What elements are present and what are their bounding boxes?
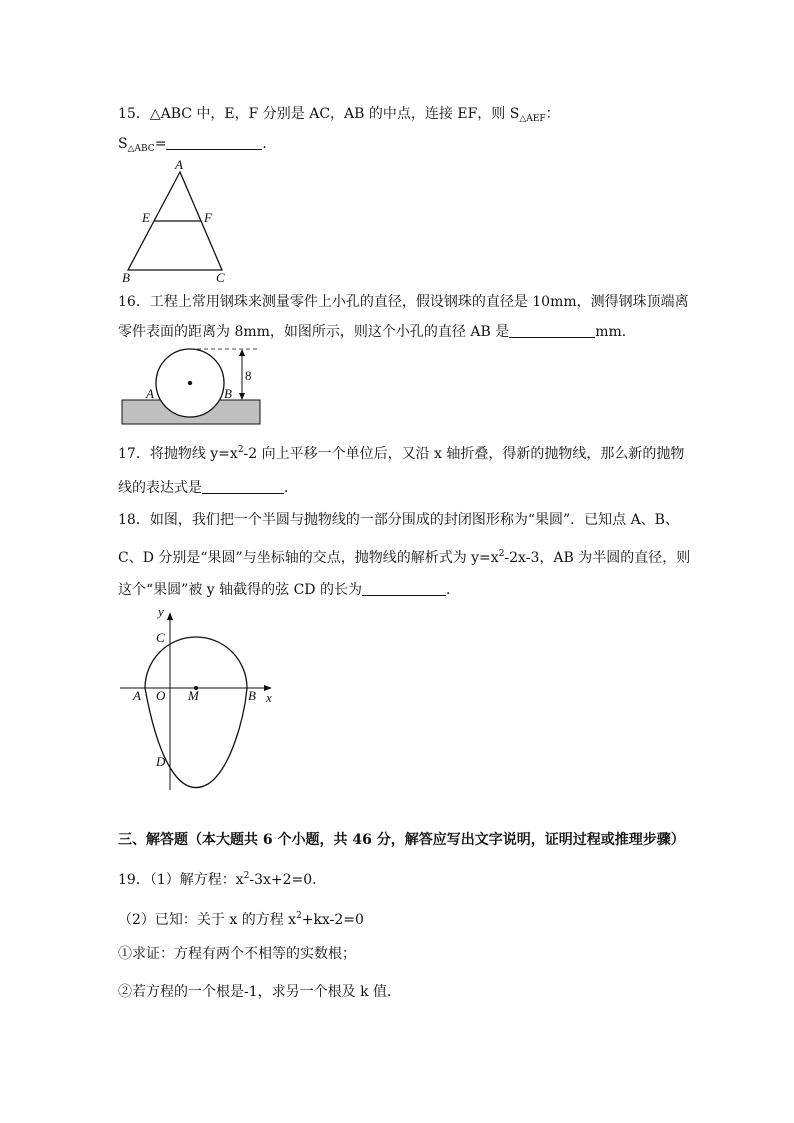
q19-part1	[118, 866, 326, 890]
label-a: A	[146, 386, 154, 401]
q16-answer-blank[interactable]	[509, 323, 595, 338]
ball-center-dot	[188, 381, 192, 385]
section-title: 三、解答题（本大题共 6 个小题，共 46 分，解答应写出文字说明，证明过程或推理步骤）	[118, 832, 685, 848]
q18-superscript: 2	[498, 549, 505, 559]
q15-line1	[118, 104, 560, 129]
label-b: B	[122, 270, 130, 285]
q18-line3	[118, 580, 460, 600]
label-b: B	[248, 688, 256, 703]
q17-line2	[118, 478, 298, 498]
q15-text: 15．△ABC 中，E，F 分别是 AC，AB 的中点，连接 EF，则 S	[118, 106, 520, 122]
arrow-up-icon	[239, 349, 245, 356]
label-8: 8	[245, 368, 252, 383]
q17-line1	[118, 440, 684, 464]
q15-subscript: △AEF	[519, 114, 546, 124]
q19-item2: ②若方程的一个根是-1，求另一个根及 k 值．	[118, 984, 402, 1000]
q18-line2	[118, 544, 690, 568]
q18-line2-end: -2x-3，AB 为半圆的直径，则	[504, 550, 691, 566]
q15-line2-subscript: △ABC	[127, 144, 155, 154]
label-x: x	[266, 690, 272, 705]
q16-ball-figure	[118, 342, 268, 432]
q19-part2-end: +kx-2=0	[301, 912, 364, 928]
q19-part2-text: （2）已知：关于 x 的方程 x	[118, 912, 297, 928]
q15-triangle-figure	[112, 156, 242, 286]
label-d: D	[156, 754, 166, 769]
label-a: A	[133, 688, 141, 703]
q19-part2	[118, 906, 364, 930]
q19-part1-end: -3x+2=0．	[249, 872, 327, 888]
q18-fruit-circle-figure	[118, 600, 288, 800]
q17-text-end: -2 向上平移一个单位后，又沿 x 轴折叠，得新的抛物线，那么新的抛物	[243, 446, 685, 462]
q17-text: 17．将抛物线 y=x	[118, 446, 238, 462]
q18-answer-blank[interactable]	[362, 581, 446, 596]
q18-line1: 18．如图，我们把一个半圆与抛物线的一部分围成的封闭图形称为“果圆”．已知点 A、B、	[118, 512, 679, 528]
q19-part1-text: 19．（1）解方程：x	[118, 872, 244, 888]
q16-line2	[118, 322, 636, 342]
label-c: C	[156, 630, 165, 645]
arrow-down-icon	[239, 393, 245, 400]
label-f: F	[204, 210, 212, 225]
q15-answer-blank[interactable]	[166, 135, 262, 150]
q18-line3-text: 这个“果圆”被 y 轴截得的弦 CD 的长为	[118, 582, 362, 598]
q17-superscript: 2	[237, 445, 244, 455]
q15-text-end: ：	[545, 106, 560, 122]
q19-item1: ①求证：方程有两个不相等的实数根；	[118, 946, 356, 962]
q15-line2-end: ．	[262, 136, 277, 152]
label-m: M	[188, 688, 199, 703]
q18-line3-end: ．	[445, 582, 460, 598]
label-y: y	[158, 604, 164, 619]
q16-line2-text: 零件表面的距离为 8mm，如图所示，则这个小孔的直径 AB 是	[118, 324, 510, 340]
q19-part1-superscript: 2	[243, 871, 250, 881]
q15-line2-equals: =	[154, 136, 167, 152]
q16-line1: 16．工程上常用钢珠来测量零件上小孔的直径，假设钢珠的直径是 10mm，测得钢珠顶端离	[118, 294, 689, 310]
label-o: O	[156, 688, 166, 703]
label-a: A	[175, 157, 183, 172]
q16-line2-unit: mm．	[595, 324, 636, 340]
q19-part2-superscript: 2	[296, 911, 302, 921]
label-b: B	[224, 386, 232, 401]
q17-line2-end: ．	[284, 480, 298, 496]
q17-line2-text: 线的表达式是	[118, 480, 202, 496]
q18-line2-text: C、D 分别是“果圆”与坐标轴的交点，抛物线的解析式为 y=x	[118, 550, 499, 566]
label-e: E	[142, 210, 150, 225]
y-axis-arrow-icon	[167, 612, 173, 620]
q15-line2-text: S	[118, 136, 128, 152]
label-c: C	[216, 270, 225, 285]
q17-answer-blank[interactable]	[202, 479, 284, 494]
